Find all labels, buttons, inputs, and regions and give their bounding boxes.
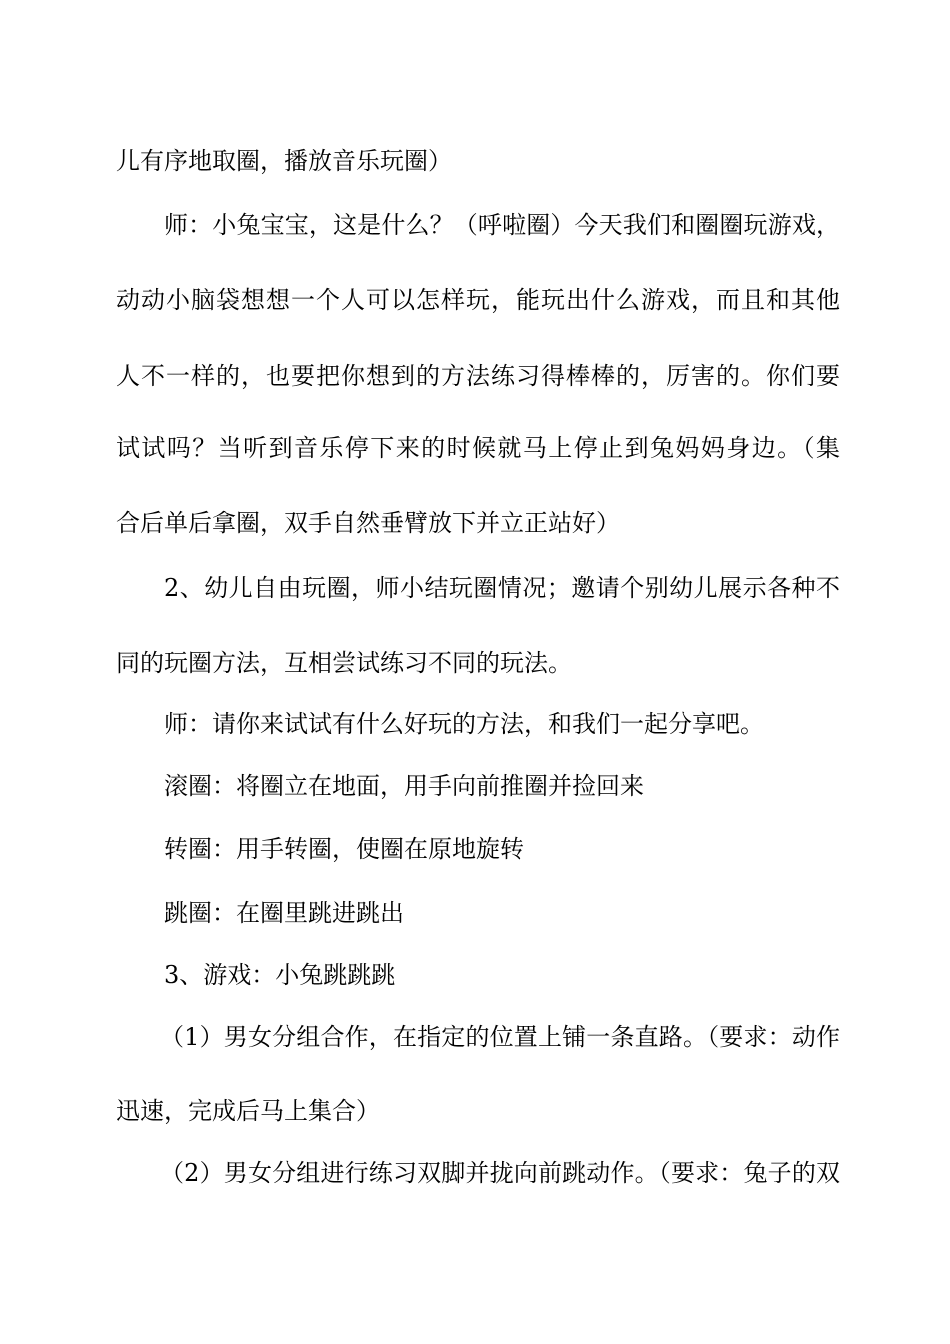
text-line-11: 转圈：用手转圈，使圈在原地旋转 — [164, 835, 524, 863]
text-line-16: （2）男女分组进行练习双脚并拢向前跳动作。（要求：兔子的双 — [160, 1159, 840, 1187]
text-line-7: 2、幼儿自由玩圈，师小结玩圈情况；邀请个别幼儿展示各种不 — [164, 574, 840, 602]
text-line-8: 同的玩圈方法，互相尝试练习不同的玩法。 — [116, 649, 572, 677]
text-line-14: （1）男女分组合作，在指定的位置上铺一条直路。（要求：动作 — [160, 1023, 840, 1051]
text-line-13: 3、游戏：小兔跳跳跳 — [164, 961, 396, 989]
text-line-1: 儿有序地取圈，播放音乐玩圈） — [116, 147, 452, 175]
text-line-4: 人不一样的，也要把你想到的方法练习得棒棒的，厉害的。你们要 — [116, 362, 840, 390]
text-line-5: 试试吗？当听到音乐停下来的时候就马上停止到兔妈妈身边。（集 — [116, 434, 840, 462]
text-line-10: 滚圈：将圈立在地面，用手向前推圈并捡回来 — [164, 772, 644, 800]
text-line-12: 跳圈：在圈里跳进跳出 — [164, 899, 404, 927]
text-line-15: 迅速，完成后马上集合） — [116, 1097, 380, 1125]
text-line-9: 师：请你来试试有什么好玩的方法，和我们一起分享吧。 — [164, 710, 764, 738]
text-line-3: 动动小脑袋想想一个人可以怎样玩，能玩出什么游戏，而且和其他 — [116, 286, 840, 314]
text-line-6: 合后单后拿圈，双手自然垂臂放下并立正站好） — [116, 509, 620, 537]
text-line-2: 师：小兔宝宝，这是什么？（呼啦圈）今天我们和圈圈玩游戏， — [164, 211, 840, 239]
